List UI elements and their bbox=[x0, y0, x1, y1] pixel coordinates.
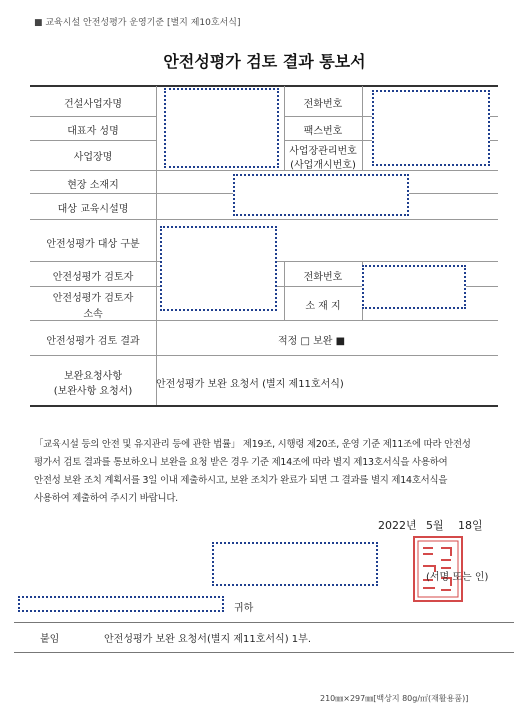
result-label: 안전성평가 검토 결과 bbox=[46, 336, 140, 347]
result-value: 적정 □ 보완 ■ bbox=[278, 336, 346, 347]
date-month: 5월 bbox=[426, 519, 444, 532]
table-rule bbox=[30, 355, 498, 356]
table-rule bbox=[30, 170, 498, 171]
redacted-reviewer-info bbox=[160, 226, 277, 311]
table-rule bbox=[30, 116, 156, 117]
table-rule bbox=[30, 320, 498, 321]
page-title: 안전성평가 검토 결과 통보서 bbox=[163, 52, 366, 71]
reviewer-label: 안전성평가 검토자 bbox=[52, 272, 134, 283]
reviewer-org-label: 안전성평가 검토자 bbox=[52, 293, 134, 304]
reviewer-org-label-suffix: 소속 bbox=[83, 309, 103, 320]
redacted-contact-info bbox=[372, 90, 490, 166]
paper-spec-note: 210㎜×297㎜[백상지 80g/㎡(재활용품)] bbox=[320, 694, 469, 703]
redacted-reviewer-contact bbox=[362, 265, 466, 309]
reviewer-phone-label: 전화번호 bbox=[303, 272, 343, 283]
table-divider bbox=[362, 86, 363, 170]
recipient-suffix: 귀하 bbox=[234, 603, 254, 614]
signature-label: (서명 또는 인) bbox=[426, 572, 489, 583]
business-place-label: 사업장명 bbox=[73, 152, 113, 163]
table-bottom-border bbox=[30, 405, 498, 407]
notice-line: 사용하여 제출하여 주시기 바랍니다. bbox=[34, 493, 178, 504]
table-top-border bbox=[30, 85, 498, 87]
form-header-note: ■ 교육시설 안전성평가 운영기준 [별지 제10호서식] bbox=[34, 18, 241, 28]
table-rule bbox=[30, 219, 498, 220]
request-label: 보완요청사항 bbox=[64, 371, 122, 382]
notice-line: 「교육시설 등의 안전 및 유지관리 등에 관한 법률」 제19조, 시행령 제20조, 운영 기준 제11조에 따라 안전성 bbox=[34, 439, 471, 450]
notice-line: 안전성 보완 조치 계획서를 3일 이내 제출하시고, 보완 조치가 완료가 되면 그 결과를 별지 제14호서식을 bbox=[34, 475, 448, 486]
date-day: 18일 bbox=[458, 519, 483, 532]
redacted-site-info bbox=[233, 174, 409, 216]
request-label-suffix: (보완사항 요청서) bbox=[53, 386, 133, 397]
fax-label: 팩스번호 bbox=[303, 126, 343, 137]
redacted-recipient bbox=[18, 596, 224, 612]
evaluation-type-label: 안전성평가 대상 구분 bbox=[46, 239, 140, 250]
request-value: 안전성평가 보완 요청서 (별지 제11호서식) bbox=[156, 379, 344, 390]
table-divider bbox=[156, 86, 157, 405]
target-facility-label: 대상 교육시설명 bbox=[57, 204, 129, 215]
representative-label: 대표자 성명 bbox=[67, 126, 119, 137]
site-address-label: 현장 소재지 bbox=[67, 180, 119, 191]
builder-name-label: 건설사업자명 bbox=[64, 99, 122, 110]
phone-label: 전화번호 bbox=[303, 99, 343, 110]
attachment-label: 붙임 bbox=[40, 634, 60, 645]
redacted-signer-name bbox=[212, 542, 378, 586]
attachment-top-rule bbox=[14, 622, 514, 623]
table-rule bbox=[30, 140, 156, 141]
registration-no-label-suffix: (사업개시번호) bbox=[290, 160, 356, 171]
redacted-builder-info bbox=[164, 88, 279, 168]
attachment-bottom-rule bbox=[14, 652, 514, 653]
attachment-text: 안전성평가 보완 요청서(별지 제11호서식) 1부. bbox=[104, 634, 312, 645]
date-year: 2022년 bbox=[378, 519, 417, 532]
notice-line: 평가서 검토 결과를 통보하오니 보완을 요청 받은 경우 기준 제14조에 따라 별지 제13호서식을 사용하여 bbox=[34, 457, 448, 468]
reviewer-address-label: 소 재 지 bbox=[305, 301, 341, 312]
registration-no-label: 사업장관리번호 bbox=[289, 146, 357, 157]
notice-body bbox=[34, 436, 504, 508]
